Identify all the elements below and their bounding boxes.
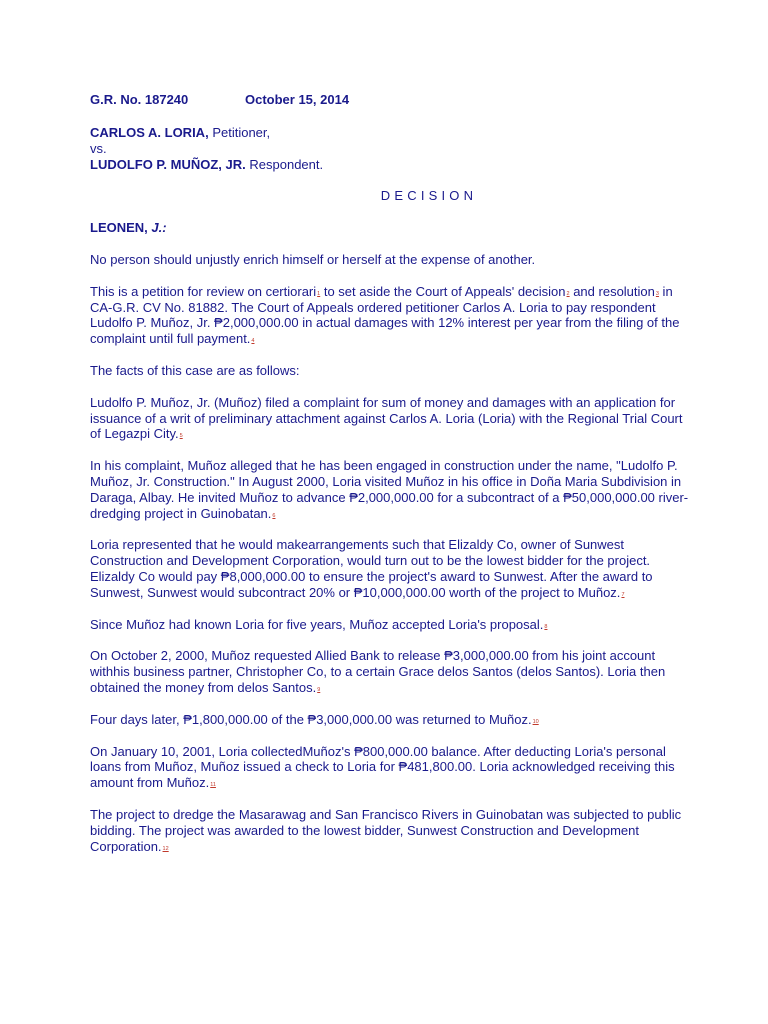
paragraph-text: Since Muñoz had known Loria for five years, Muñoz accepted Loria's proposal. [90,616,544,632]
paragraph-text: On January 10, 2001, Loria collectedMuñoz's ₱800,000.00 balance. After deducting Loria's personal loans from Muñoz, Muñoz issued a check to Loria for ₱481,800.00. Loria acknowledged receiving this amount from Muñoz. [90,743,675,791]
paragraph [90,395,690,442]
footnote-link[interactable]: 10 [532,718,539,725]
paragraph [90,537,690,600]
decision-body [90,236,690,854]
petitioner-line [90,125,690,141]
footnote-link[interactable]: 11 [210,782,216,789]
paragraph [90,458,690,521]
paragraph-text: The project to dredge the Masarawag and San Francisco Rivers in Guinobatan was subjected to public bidding. The project was awarded to the lowest bidder, Sunwest Construction and Development Corporation. [90,806,682,854]
respondent-name: LUDOLFO P. MUÑOZ, JR. [90,156,246,172]
footnote-link[interactable]: 3 [655,290,659,297]
footnote-link[interactable]: 2 [566,290,570,297]
paragraph-text: in CA-G.R. CV No. 81882. The Court of Appeals ordered petitioner Carlos A. Loria to pay respondent Ludolfo P. Muñoz, Jr. ₱2,000,000.00 in actual damages with 12% interest per year from the filing of the complaint until full payment. [90,283,680,347]
footnote-link[interactable]: 9 [317,686,321,693]
paragraph [90,252,690,268]
paragraph [90,284,690,347]
versus-line: vs. [90,140,107,156]
decision-document [90,92,690,854]
paragraph-text: to set aside the Court of Appeals' decision [320,283,566,299]
paragraph-text: Loria represented that he would makearrangements such that Elizaldy Co, owner of Sunwest Construction and Development Corporation, would turn out to be the lowest bidder for the project. Elizaldy Co would pay ₱8,000,000.00 to ensure the project's award to Sunwest. After the award to Sunwest, Sunwest would subcontract 20% or ₱10,000,000.00 worth of the project to Muñoz. [90,537,653,600]
ponente-name: LEONEN, [90,220,148,236]
decision-date: October 15, 2014 [245,92,350,107]
paragraph-text: No person should unjustly enrich himself or herself at the expense of another. [90,251,536,267]
paragraph [90,617,690,633]
ponente-title: J.: [151,220,167,236]
ponente [90,220,690,236]
paragraph-text: In his complaint, Muñoz alleged that he has been engaged in construction under the name, "Ludolfo P. Muñoz, Jr. Construction." In August 2000, Loria visited Muñoz in his office in Doña Maria Subdivision in Daraga, Albay. He invited Muñoz to advance ₱2,000,000.00 for a subcontract of a ₱50,000,000.00 river-dredging project in Guinobatan. [90,458,689,521]
footnote-link[interactable]: 6 [272,512,276,519]
petitioner-role: Petitioner, [212,125,271,140]
footnote-link[interactable]: 7 [621,591,625,598]
footnote-link[interactable]: 8 [544,623,548,630]
paragraph [90,648,690,695]
footnote-link[interactable]: 5 [179,433,183,440]
respondent-line [90,157,690,173]
paragraph-text: Four days later, ₱1,800,000.00 of the ₱3,000,000.00 was returned to Muñoz. [90,711,532,727]
paragraph [90,744,690,791]
paragraph-text: and resolution [569,283,655,299]
footnote-link[interactable]: 4 [251,338,255,345]
paragraph [90,807,690,854]
paragraph-text: This is a petition for review on certiorari [90,283,317,299]
gr-number: G.R. No. 187240 [90,92,189,107]
paragraph [90,363,690,379]
paragraph-text: On October 2, 2000, Muñoz requested Allied Bank to release ₱3,000,000.00 from his joint account withhis business partner, Christopher Co, to a certain Grace delos Santos (delos Santos). Loria then obtained the money from delos Santos. [90,648,666,695]
footnote-link[interactable]: 12 [162,845,169,852]
document-title: DECISION [380,188,478,204]
respondent-role: Respondent. [249,156,324,172]
paragraph-text: The facts of this case are as follows: [90,362,300,378]
case-header [90,92,690,108]
petitioner-name: CARLOS A. LORIA, [90,125,209,140]
paragraph [90,712,690,728]
paragraph-text: Ludolfo P. Muñoz, Jr. (Muñoz) filed a complaint for sum of money and damages with an application for issuance of a writ of preliminary attachment against Carlos A. Loria (Loria) with the Regional Trial Court of Legazpi City. [90,394,683,442]
footnote-link[interactable]: 1 [317,290,321,297]
